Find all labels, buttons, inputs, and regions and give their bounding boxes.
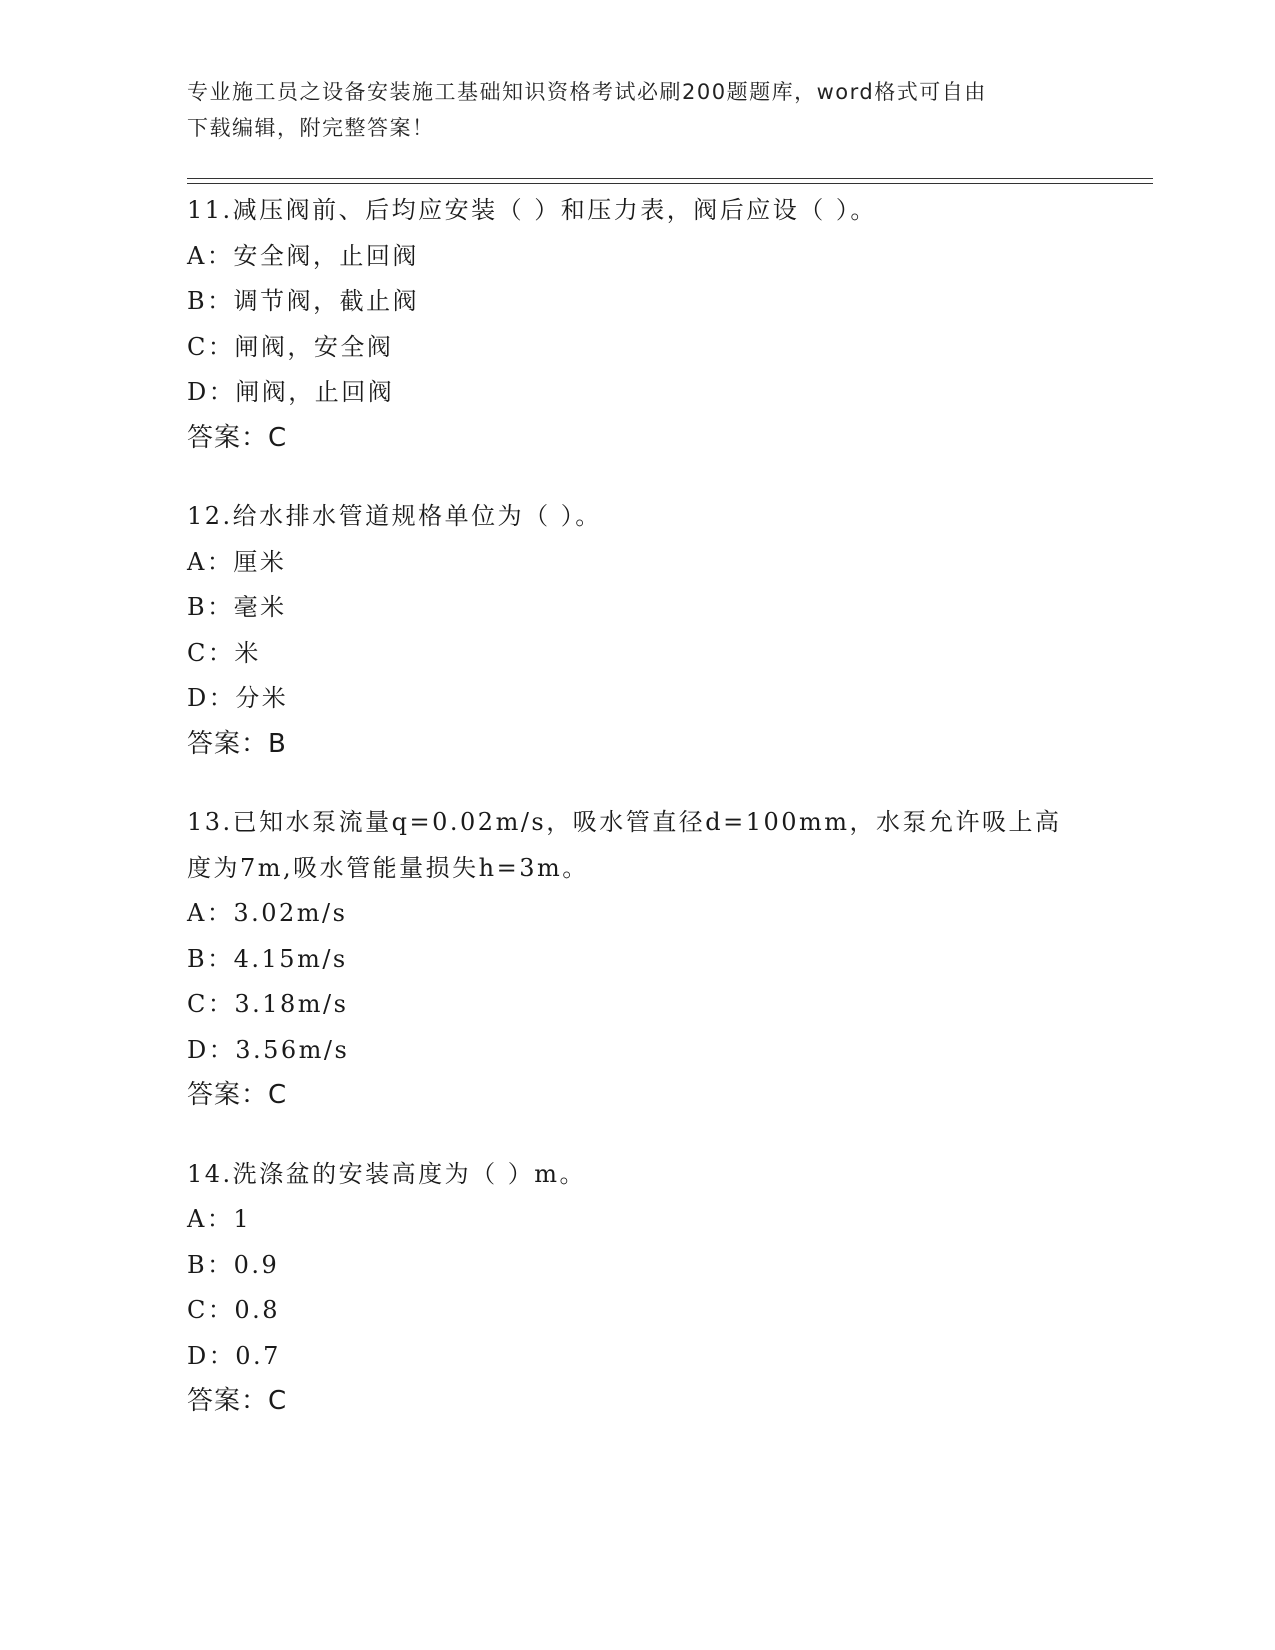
question-stem-line: 度为7m,吸水管能量损失h=3m。 xyxy=(187,853,589,882)
option-b: B：调节阀，截止阀 xyxy=(187,287,420,315)
header-divider-top xyxy=(187,178,1153,179)
option-c: C：米 xyxy=(187,638,261,667)
option-b: B：毫米 xyxy=(187,593,287,621)
option-c: C：3.18m/s xyxy=(187,990,349,1018)
option-b: B：0.9 xyxy=(187,1250,280,1279)
option-c: C：0.8 xyxy=(187,1296,281,1324)
header-divider-bottom xyxy=(187,183,1153,184)
question-list xyxy=(187,188,1087,1458)
question-stem xyxy=(187,1152,1087,1198)
option-a: A：1 xyxy=(187,1205,252,1233)
option-a: A：安全阀，止回阀 xyxy=(187,241,419,270)
option-d: D：闸阀，止回阀 xyxy=(187,378,395,406)
question-12 xyxy=(187,494,1087,767)
option-b: B：4.15m/s xyxy=(187,944,348,973)
header-line-2: 下载编辑，附完整答案！ xyxy=(187,116,435,140)
question-stem-line: 14.洗涤盆的安装高度为（ ）m。 xyxy=(187,1159,587,1188)
question-stem-line: 13.已知水泵流量q=0.02m/s，吸水管直径d=100mm，水泵允许吸上高 xyxy=(187,808,1062,836)
answer-line: 答案：C xyxy=(187,1386,288,1416)
question-14 xyxy=(187,1152,1087,1425)
document-header xyxy=(187,74,1067,146)
question-13 xyxy=(187,800,1087,1119)
question-11 xyxy=(187,188,1087,461)
answer-line: 答案：B xyxy=(187,728,287,759)
answer-line: 答案：C xyxy=(187,1080,288,1110)
option-a: A：厘米 xyxy=(187,547,287,576)
question-stem-line: 11.减压阀前、后均应安装（ ）和压力表，阀后应设（ ）。 xyxy=(187,196,877,224)
question-stem xyxy=(187,188,1087,234)
answer-line: 答案：C xyxy=(187,422,288,453)
option-c: C：闸阀，安全阀 xyxy=(187,332,394,361)
option-d: D：0.7 xyxy=(187,1341,281,1370)
question-stem xyxy=(187,800,1087,891)
header-line-1: 专业施工员之设备安装施工基础知识资格考试必刷200题题库，word格式可自由 xyxy=(187,80,987,104)
option-d: D：3.56m/s xyxy=(187,1035,350,1064)
option-a: A：3.02m/s xyxy=(187,899,348,927)
question-stem xyxy=(187,494,1087,540)
question-stem-line: 12.给水排水管道规格单位为（ ）。 xyxy=(187,502,602,530)
option-d: D：分米 xyxy=(187,684,289,712)
